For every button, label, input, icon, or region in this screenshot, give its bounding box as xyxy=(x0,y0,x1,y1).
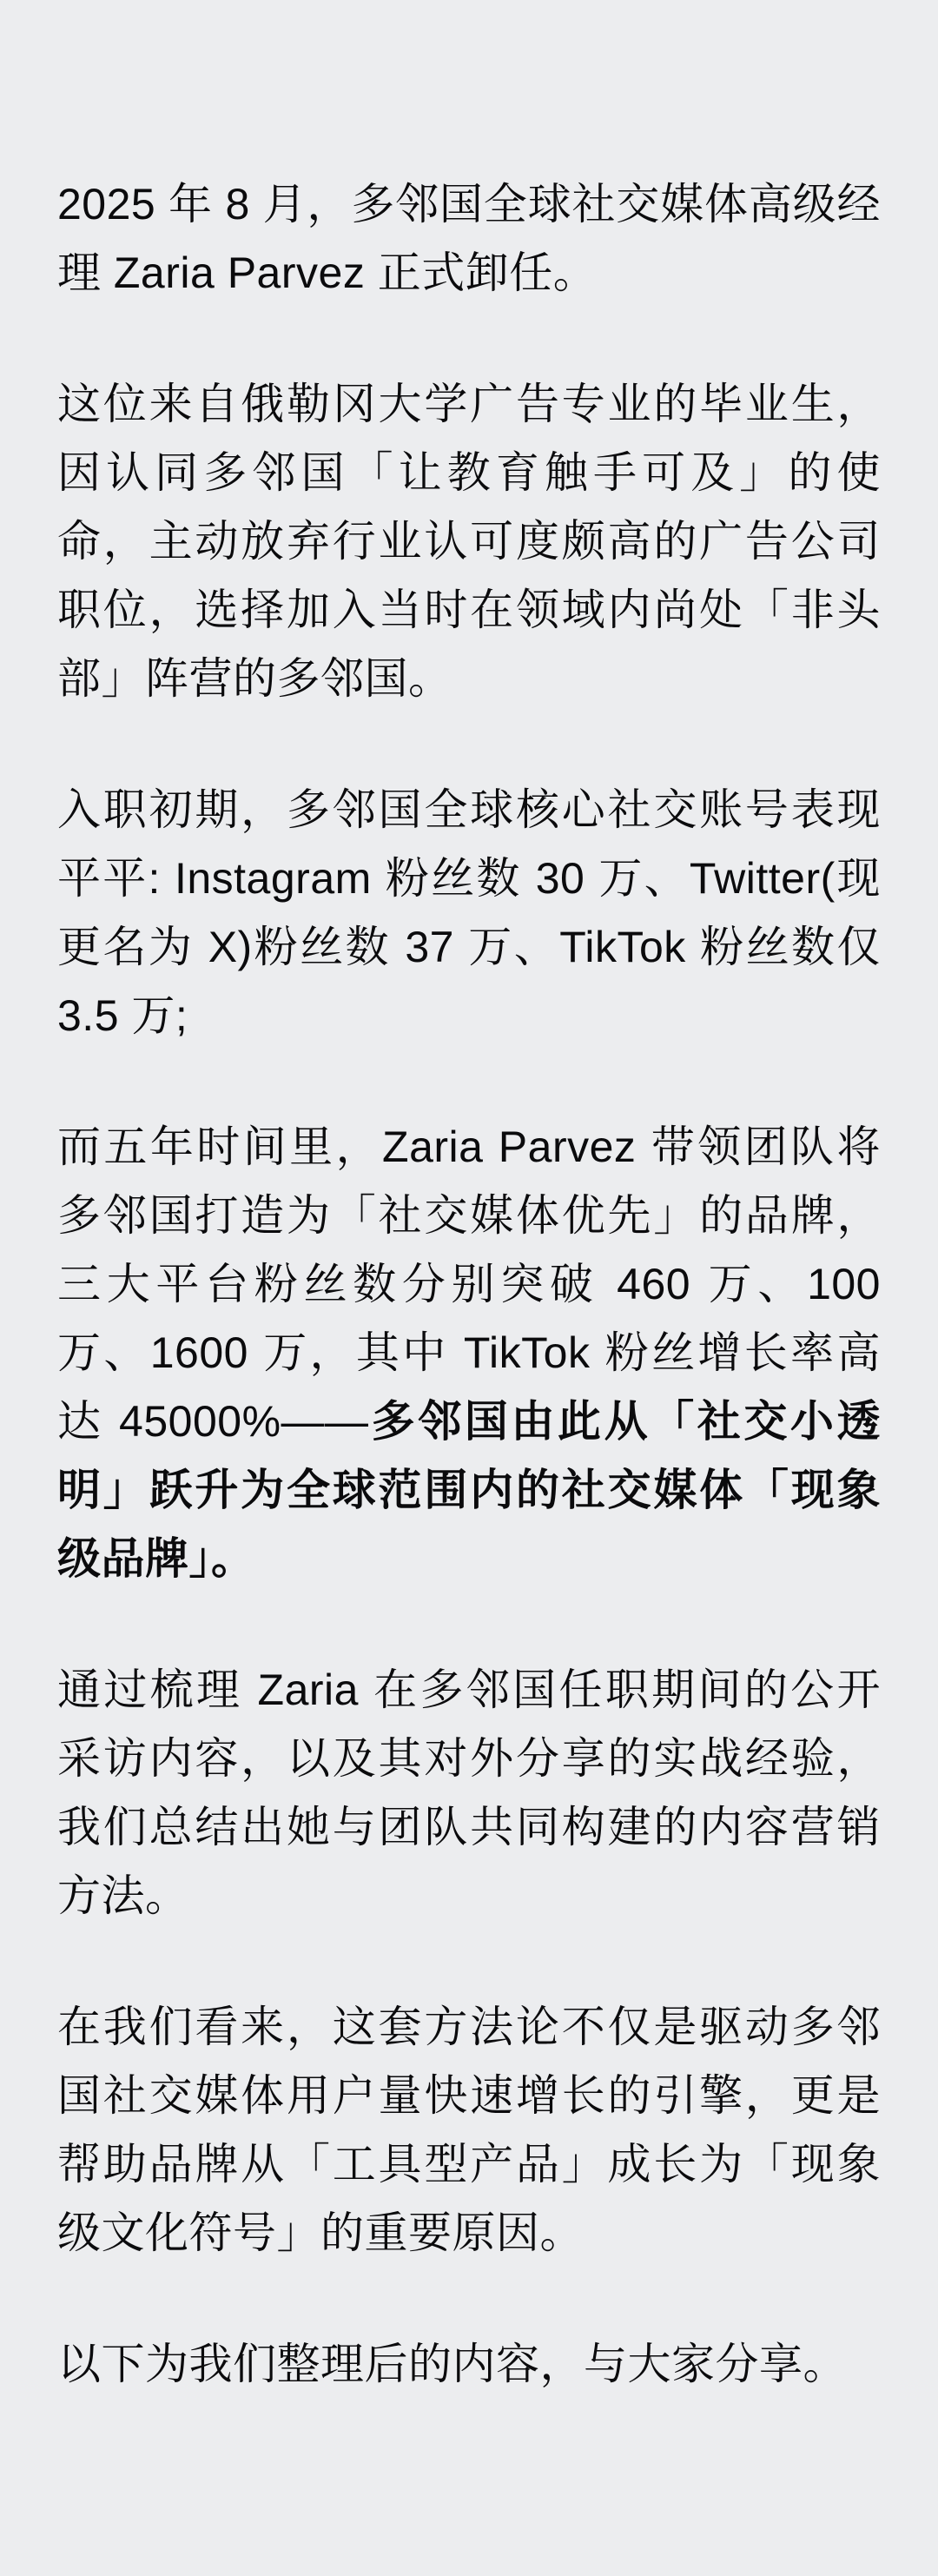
paragraph-intro-resignation xyxy=(57,170,881,308)
paragraph-growth-results xyxy=(57,1113,881,1593)
paragraph-our-view xyxy=(57,1993,881,2268)
paragraph-methodology-source xyxy=(57,1656,881,1930)
paragraph-text: 这位来自俄勒冈大学广告专业的毕业生，因认同多邻国「让教育触手可及」的使命，主动放弃行业认可度颇高的广告公司职位，选择加入当时在领域内尚处「非头部」阵营的多邻国。 xyxy=(57,380,881,703)
paragraph-background xyxy=(57,370,881,713)
paragraph-text: 在我们看来，这套方法论不仅是驱动多邻国社交媒体用户量快速增长的引擎，更是帮助品牌从「工具型产品」成长为「现象级文化符号」的重要原因。 xyxy=(57,2003,881,2257)
paragraph-closing xyxy=(57,2330,881,2399)
paragraph-text: 入职初期，多邻国全球核心社交账号表现平平: Instagram 粉丝数 30 万、Twitter(现更名为 X)粉丝数 37 万、TikTok 粉丝数仅 3.5 万; xyxy=(57,785,881,1040)
paragraph-text: 通过梳理 Zaria 在多邻国任职期间的公开采访内容，以及其对外分享的实战经验，我们总结出她与团队共同构建的内容营销方法。 xyxy=(57,1665,881,1920)
paragraph-initial-stats xyxy=(57,776,881,1050)
paragraph-text: 2025 年 8 月，多邻国全球社交媒体高级经理 Zaria Parvez 正式卸任。 xyxy=(57,180,881,297)
paragraph-text-bold: 多邻国由此从「社交小透明」跃升为全球范围内的社交媒体「现象级品牌」。 xyxy=(57,1397,882,1583)
paragraph-text: 以下为我们整理后的内容，与大家分享。 xyxy=(57,2340,847,2388)
paragraph-text: 而五年时间里，Zaria Parvez 带领团队将多邻国打造为「社交媒体优先」的品牌，三大平台粉丝数分别突破 460 万、100 万、1600 万，其中 TikTok 粉丝增长率高达 45000%—— xyxy=(57,1122,881,1446)
